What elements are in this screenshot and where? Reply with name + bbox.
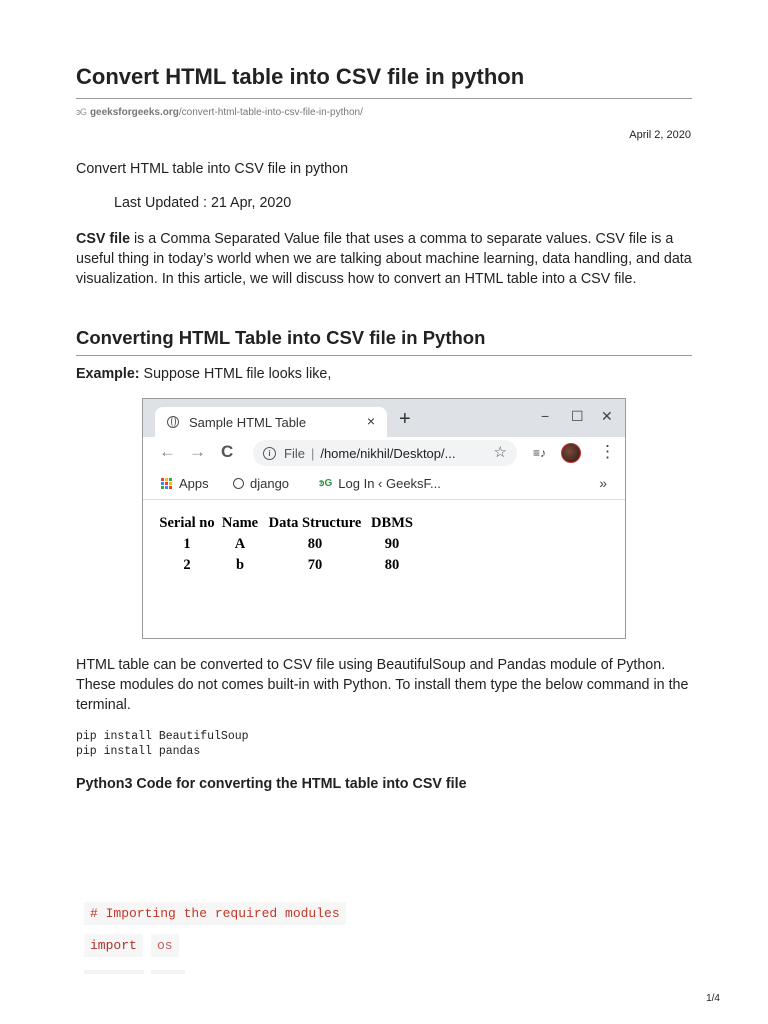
bookmark-gfg[interactable] bbox=[319, 476, 441, 491]
section-heading: Converting HTML Table into CSV file in Python bbox=[76, 327, 692, 356]
table-row bbox=[157, 556, 415, 575]
apps-icon bbox=[161, 478, 173, 490]
code-line: pip install BeautifulSoup bbox=[76, 730, 249, 743]
page-number: 1/4 bbox=[706, 993, 720, 1004]
install-code-block bbox=[76, 729, 249, 759]
avatar[interactable] bbox=[561, 443, 581, 463]
browser-toolbar bbox=[143, 437, 625, 469]
maximize-icon[interactable]: ☐ bbox=[571, 408, 584, 424]
media-control-icon[interactable]: ≡♪ bbox=[533, 446, 547, 460]
minimize-icon[interactable]: − bbox=[541, 408, 550, 424]
reload-icon[interactable]: C bbox=[221, 442, 234, 461]
window-close-icon[interactable]: ✕ bbox=[601, 408, 613, 424]
apps-dot bbox=[161, 486, 164, 489]
example-label: Example: bbox=[76, 366, 140, 382]
tab-title: Sample HTML Table bbox=[189, 414, 307, 430]
code-heading: Python3 Code for converting the HTML table into CSV file bbox=[76, 776, 467, 792]
browser-titlebar bbox=[143, 399, 625, 437]
more-bookmarks-icon[interactable]: » bbox=[599, 475, 607, 491]
table-header: Data Structure bbox=[268, 515, 362, 531]
table-header-row bbox=[157, 514, 415, 533]
intro-bold: CSV file bbox=[76, 231, 131, 247]
last-updated: Last Updated : 21 Apr, 2020 bbox=[114, 195, 292, 211]
intro-text: is a Comma Separated Value file that uses a comma to separate values. CSV file is a useful thing in today’s world when we are talking about machine learning, data handling, and data visualization. In this article, we will discuss how to convert an HTML table into a CSV file. bbox=[76, 231, 692, 287]
table-header: Name bbox=[221, 515, 259, 531]
browser-content bbox=[143, 500, 625, 639]
example-paragraph bbox=[76, 364, 692, 384]
table-cell: b bbox=[235, 557, 245, 573]
apps-dot bbox=[169, 486, 172, 489]
source-domain[interactable]: geeksforgeeks.org bbox=[89, 107, 179, 118]
bookmarks-bar bbox=[143, 469, 625, 500]
file-label: File bbox=[284, 445, 305, 461]
apps-dot bbox=[161, 478, 164, 481]
publish-date: April 2, 2020 bbox=[629, 129, 691, 141]
table-cell: 90 bbox=[384, 536, 400, 552]
bookmark-gfg-label: Log In ‹ GeeksF... bbox=[338, 476, 441, 491]
apps-dot bbox=[169, 478, 172, 481]
star-icon[interactable]: ☆ bbox=[493, 444, 507, 461]
table-cell: A bbox=[234, 536, 246, 552]
bookmark-django-label: django bbox=[250, 476, 290, 491]
close-tab-icon[interactable]: × bbox=[366, 413, 375, 429]
source-path[interactable]: /convert-html-table-into-csv-file-in-python/ bbox=[178, 107, 363, 118]
install-paragraph: HTML table can be converted to CSV file using BeautifulSoup and Pandas module of Python. These modules do not comes built-in with Python. To install them type the below command in the terminal. bbox=[76, 657, 689, 713]
apps-dot bbox=[165, 478, 168, 481]
table-cell: 1 bbox=[183, 536, 191, 552]
bookmark-apps[interactable] bbox=[161, 476, 209, 491]
apps-dot bbox=[169, 482, 172, 485]
info-icon[interactable]: i bbox=[263, 447, 276, 460]
browser-screenshot bbox=[142, 398, 626, 639]
table-row bbox=[157, 535, 415, 554]
apps-dot bbox=[161, 482, 164, 485]
table-cell: 70 bbox=[307, 557, 323, 573]
address-bar[interactable] bbox=[253, 440, 517, 466]
article-subtitle: Convert HTML table into CSV file in python bbox=[76, 161, 349, 177]
browser-tab[interactable] bbox=[155, 407, 387, 437]
code-line: pip install pandas bbox=[76, 745, 201, 758]
code-comment: # Importing the required modules bbox=[84, 902, 346, 925]
forward-icon[interactable]: → bbox=[189, 442, 206, 461]
table-cell: 80 bbox=[384, 557, 400, 573]
globe-icon bbox=[233, 478, 244, 489]
bookmark-apps-label: Apps bbox=[179, 476, 209, 491]
sample-html-table bbox=[155, 512, 417, 577]
code-identifier: os bbox=[151, 934, 179, 957]
table-header: DBMS bbox=[371, 515, 413, 531]
table-header: Serial no bbox=[159, 515, 215, 531]
example-text: Suppose HTML file looks like, bbox=[139, 366, 332, 382]
apps-dot bbox=[165, 482, 168, 485]
code-fade bbox=[84, 970, 144, 974]
new-tab-icon[interactable]: + bbox=[399, 408, 411, 430]
apps-dot bbox=[165, 486, 168, 489]
bookmark-django[interactable] bbox=[233, 476, 289, 491]
geeksforgeeks-icon: ꜿG bbox=[76, 107, 86, 117]
table-cell: 2 bbox=[183, 557, 191, 573]
globe-icon bbox=[167, 416, 179, 428]
address-separator: | bbox=[310, 445, 315, 461]
table-cell: 80 bbox=[307, 536, 323, 552]
address-url[interactable]: /home/nikhil/Desktop/... bbox=[320, 445, 456, 461]
geeksforgeeks-icon: ꜿG bbox=[319, 478, 333, 489]
source-link[interactable] bbox=[76, 107, 363, 118]
back-icon[interactable]: ← bbox=[159, 442, 176, 461]
intro-paragraph bbox=[76, 229, 692, 289]
code-fade bbox=[151, 970, 185, 974]
menu-icon[interactable]: ⋮ bbox=[599, 442, 616, 461]
article-title: Convert HTML table into CSV file in python bbox=[76, 64, 692, 99]
code-keyword: import bbox=[84, 934, 143, 957]
